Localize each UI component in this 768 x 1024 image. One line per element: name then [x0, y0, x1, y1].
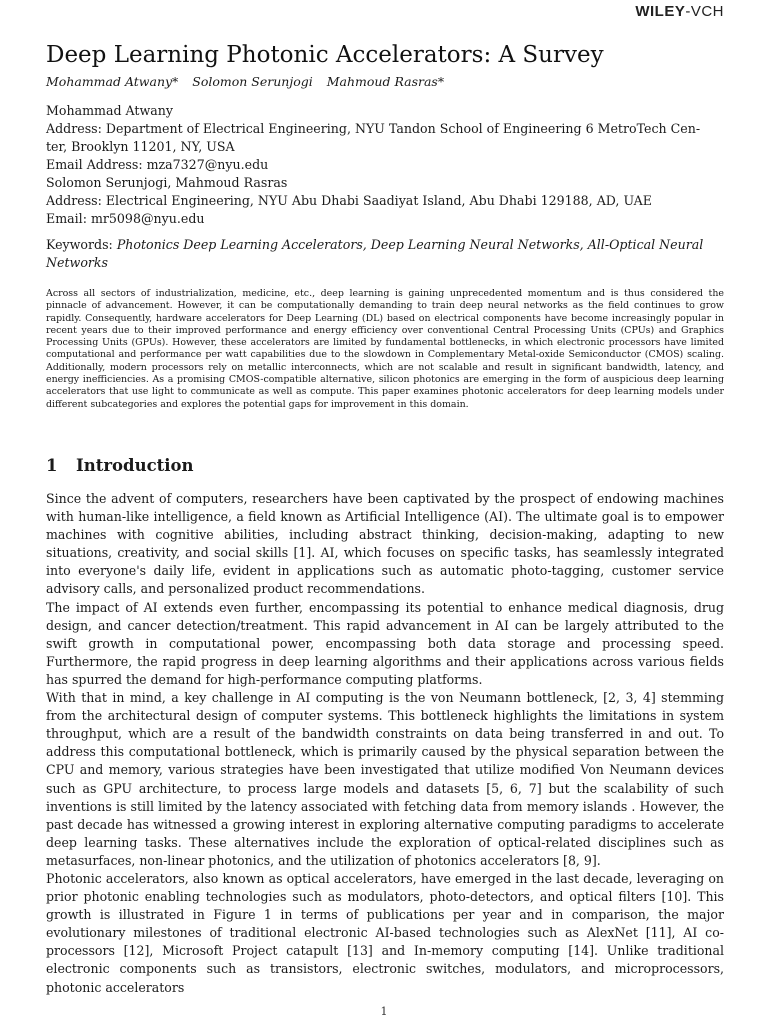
body-paragraph: Since the advent of computers, researchers have been captivated by the prospect of endowing machines with human-like intelligence, a field known as Artificial Intelligence (AI). The ultimate goal is to empower machines with cognitive abilities, including abstract thinking, decision-making, adapting to new situations, creativity, and social skills [1]. AI, which focuses on specific tasks, has seamlessly integrated into everyone's daily life, evident in applications such as automatic photo-tagging, customer service advisory calls, and personalized product recommendations.	[46, 491, 724, 597]
affiliation-line: Mohammad Atwany	[46, 103, 174, 118]
publisher-logo	[635, 3, 724, 20]
affiliation-line: Address: Department of Electrical Engineering, NYU Tandon School of Engineering 6 MetroTech Cen-	[46, 121, 701, 136]
keywords-block	[46, 236, 726, 272]
author-name: Mohammad Atwany*	[46, 74, 179, 89]
publisher-name-bold: WILEY	[635, 3, 686, 20]
affiliation-line: ter, Brooklyn 11201, NY, USA	[46, 139, 235, 154]
affiliations-block	[46, 102, 726, 228]
affiliation-line: Email: mr5098@nyu.edu	[46, 211, 205, 226]
author-name: Solomon Serunjogi	[192, 74, 313, 89]
affiliation-line: Email Address: mza7327@nyu.edu	[46, 157, 269, 172]
author-list	[46, 74, 726, 90]
author-name: Mahmoud Rasras*	[326, 74, 445, 89]
keywords-text: Photonics Deep Learning Accelerators, Deep Learning Neural Networks, All-Optical Neural Networks	[46, 237, 704, 270]
paper-title: Deep Learning Photonic Accelerators: A Survey	[46, 42, 604, 68]
abstract: Across all sectors of industrialization, medicine, etc., deep learning is gaining unprecedented momentum and is thus considered the pinnacle of advancement. However, it can be computationally demanding to train deep neural networks as the field continues to grow rapidly. Consequently, hardware accelerators for Deep Learning (DL) based on electrical components have become increasingly popular in recent years due to their improved performance and energy efficiency over conventional Central Processing Units (CPUs) and Graphics Processing Units (GPUs). However, these accelerators are limited by fundamental bottlenecks, in which electronic processors have limited computational and performance per watt capabilities due to the slowdown in Complementary Metal-oxide Semiconductor (CMOS) scaling. Additionally, modern processors rely on metallic interconnects, which are not scalable and result in significant bandwidth, latency, and energy inefficiencies. As a promising CMOS-compatible alternative, silicon photonics are emerging in the form of auspicious deep learning accelerators that use light to communicate as well as compute. This paper examines photonic accelerators for deep learning models under different subcategories and explores the potential gaps for improvement in this domain.	[46, 288, 724, 410]
affiliation-line: Solomon Serunjogi, Mahmoud Rasras	[46, 175, 288, 190]
section-title-text: Introduction	[76, 456, 194, 475]
body-text	[46, 490, 724, 997]
publisher-name-suffix: -VCH	[685, 3, 724, 20]
keywords-label: Keywords:	[46, 237, 113, 252]
body-paragraph: Photonic accelerators, also known as optical accelerators, have emerged in the last decade, leveraging on prior photonic enabling technologies such as modulators, photo-detectors, and optical filters [10]. This growth is illustrated in Figure 1 in terms of publications per year and in comparison, the major evolutionary milestones of traditional electronic AI-based technologies such as AlexNet [11], AI co-processors [12], Microsoft Project catapult [13] and In-memory computing [14]. Unlike traditional electronic components such as transistors, electronic switches, modulators, and microprocessors, photonic accelerators	[46, 870, 724, 995]
body-paragraph: With that in mind, a key challenge in AI computing is the von Neumann bottleneck, [2, 3, 4] stemming from the architectural design of computer systems. This bottleneck highlights the limitations in system throughput, which are a result of the bandwidth constraints on data being transferred in and out. To address this computational bottleneck, which is primarily caused by the physical separation between the CPU and memory, various strategies have been investigated that utilize modified Von Neumann devices such as GPU architecture, to process large models and datasets [5, 6, 7] but the scalability of such inventions is still limited by the latency associated with fetching data from memory islands . However, the past decade has witnessed a growing interest in exploring alternative computing paradigms to accelerate deep learning tasks. These alternatives include the exploration of optical-related disciplines such as metasurfaces, non-linear photonics, and the utilization of photonics accelerators [8, 9].	[46, 690, 724, 868]
page-number: 1	[380, 1005, 388, 1018]
section-heading	[46, 455, 726, 477]
affiliation-line: Address: Electrical Engineering, NYU Abu Dhabi Saadiyat Island, Abu Dhabi 129188, AD, UAE	[46, 193, 652, 208]
body-paragraph: The impact of AI extends even further, encompassing its potential to enhance medical diagnosis, drug design, and cancer detection/treatment. This rapid advancement in AI can be largely attributed to the swift growth in computational power, encompassing both data storage and processing speed. Furthermore, the rapid progress in deep learning algorithms and their applications across various fields has spurred the demand for high-performance computing platforms.	[46, 599, 724, 687]
section-number: 1	[46, 456, 58, 475]
